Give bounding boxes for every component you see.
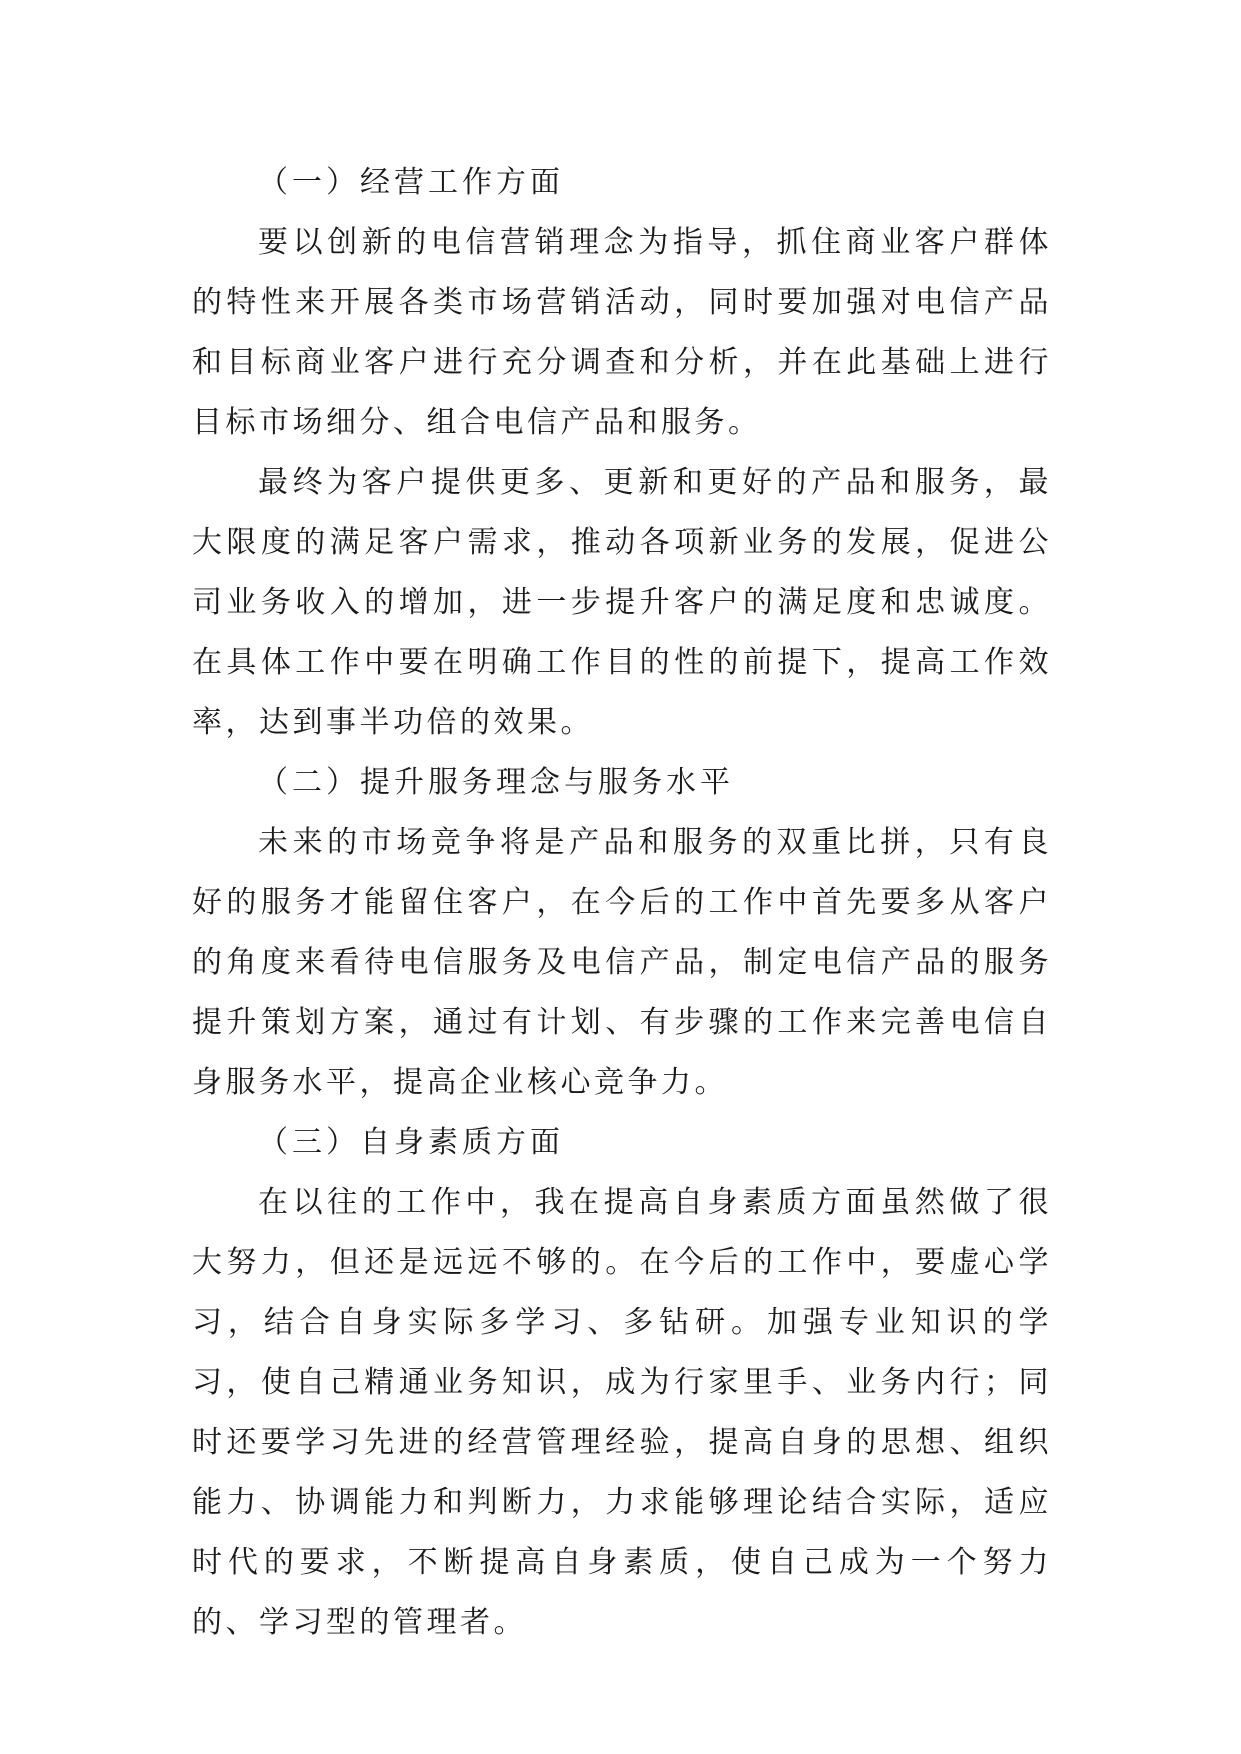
section-1-paragraph-2: 最终为客户提供更多、更新和更好的产品和服务，最大限度的满足客户需求，推动各项新业务的发展，促进公司业务收入的增加，进一步提升客户的满足度和忠诚度。在具体工作中要在明确工作目的性的前提下，提高工作效率，达到事半功倍的效果。 [192, 465, 1052, 740]
section-2-paragraph-1: 未来的市场竞争将是产品和服务的双重比拼，只有良好的服务才能留住客户，在今后的工作中首先要多从客户的角度来看待电信服务及电信产品，制定电信产品的服务提升策划方案，通过有计划、有步骤的工作来完善电信自身服务水平，提高企业核心竞争力。 [192, 825, 1052, 1100]
section-heading-1: （一）经营工作方面 [258, 165, 564, 200]
section-1-paragraph-1: 要以创新的电信营销理念为指导，抓住商业客户群体的特性来开展各类市场营销活动，同时要加强对电信产品和目标商业客户进行充分调查和分析，并在此基础上进行目标市场细分、组合电信产品和服务。 [192, 225, 1052, 440]
section-3-paragraph-1: 在以往的工作中，我在提高自身素质方面虽然做了很大努力，但还是远远不够的。在今后的工作中，要虚心学习，结合自身实际多学习、多钻研。加强专业知识的学习，使自己精通业务知识，成为行家里手、业务内行；同时还要学习先进的经营管理经验，提高自身的思想、组织能力、协调能力和判断力，力求能够理论结合实际，适应时代的要求，不断提高自身素质，使自己成为一个努力的、学习型的管理者。 [192, 1185, 1052, 1640]
section-heading-3: （三）自身素质方面 [258, 1125, 564, 1160]
section-heading-2: （二）提升服务理念与服务水平 [258, 765, 734, 800]
document-body [192, 153, 1052, 1653]
